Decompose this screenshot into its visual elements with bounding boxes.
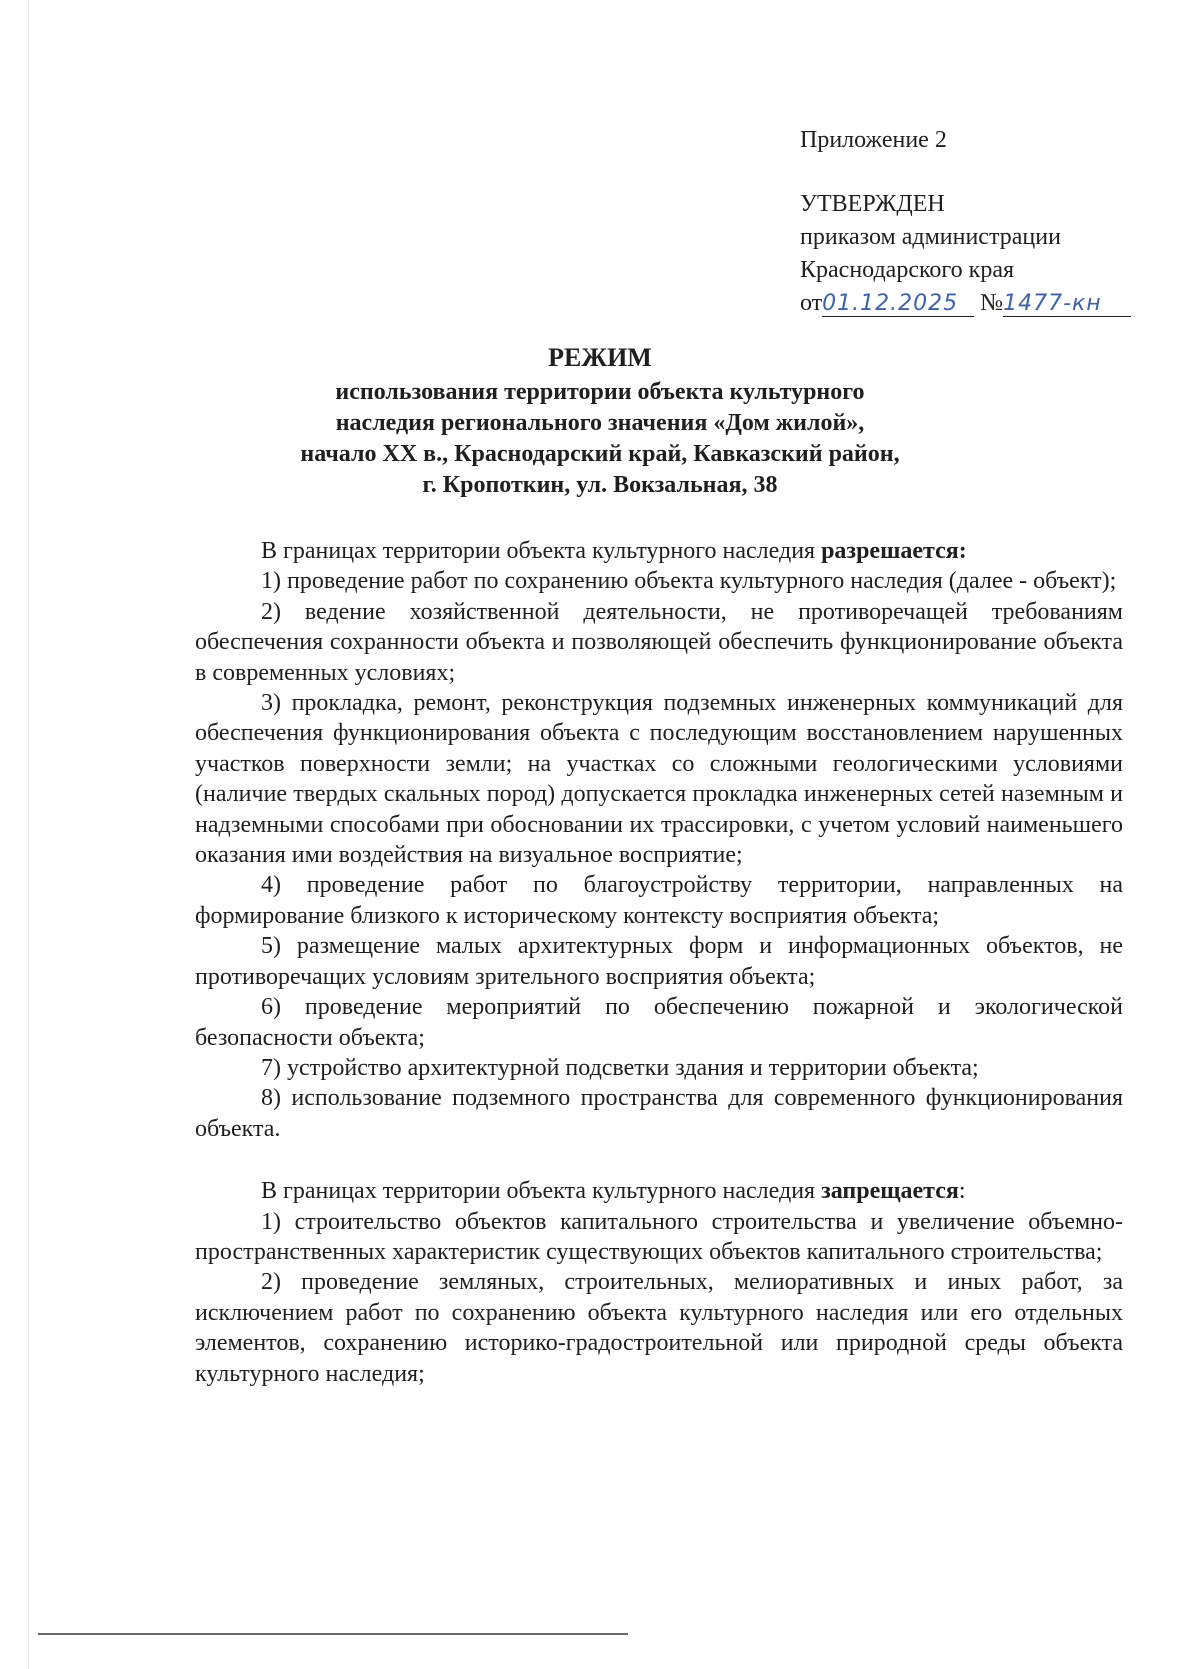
- allowed-item-2: 2) ведение хозяйственной деятельности, не противоречащей требованиям обеспечения сохранности объекта и позволяющей обеспечить функционирование объекта в современных условиях;: [195, 598, 1123, 686]
- approved-label: УТВЕРЖДЕН: [800, 191, 945, 217]
- footer-rule: [38, 1633, 628, 1635]
- region-label: Краснодарского края: [800, 257, 1015, 283]
- title-line-1: использования территории объекта культурного: [335, 379, 865, 405]
- document-title: [190, 342, 1010, 501]
- allowed-item-3: 3) прокладка, ремонт, реконструкция подземных инженерных коммуникаций для обеспечения функционирования объекта с последующим восстановлением нарушенных участков поверхности земли; на участках со сложными геологическими условиями (наличие твердых скальных пород) допускается прокладка инженерных сетей наземным и надземными способами при обосновании их трассировки, с учетом условий наименьшего оказания ими воздействия на визуальное восприятие;: [195, 690, 1123, 869]
- title-main: РЕЖИМ: [548, 343, 652, 372]
- number-prefix: №: [980, 290, 1004, 316]
- forbidden-intro: [195, 1176, 1123, 1206]
- allowed-item-8: 8) использование подземного пространства для современного функционирования объекта.: [195, 1085, 1123, 1142]
- allowed-keyword: разрешается:: [821, 538, 967, 564]
- forbidden-colon: :: [958, 1178, 966, 1205]
- allowed-item-6: 6) проведение мероприятий по обеспечению пожарной и экологической безопасности объекта;: [195, 994, 1123, 1051]
- order-date-number: [800, 287, 1160, 320]
- allowed-item-7: 7) устройство архитектурной подсветки здания и территории объекта;: [261, 1054, 979, 1081]
- forbidden-intro-text: В границах территории объекта культурного наследия: [261, 1178, 822, 1205]
- title-line-3: начало XX в., Краснодарский край, Кавказский район,: [300, 441, 900, 467]
- from-prefix: от: [800, 290, 823, 316]
- allowed-item-5: 5) размещение малых архитектурных форм и информационных объектов, не противоречащих условиям зрительного восприятия объекта;: [195, 933, 1123, 990]
- handwritten-number: 1477-кн: [1003, 292, 1131, 317]
- document-body: [195, 536, 1123, 1389]
- order-label: приказом администрации: [800, 224, 1061, 250]
- scan-edge: [28, 0, 29, 1669]
- title-line-4: г. Кропоткин, ул. Вокзальная, 38: [422, 472, 778, 498]
- handwritten-date: 01.12.2025: [822, 292, 974, 317]
- title-line-2: наследия регионального значения «Дом жилой»,: [335, 410, 865, 436]
- forbidden-item-2: 2) проведение земляных, строительных, мелиоративных и иных работ, за исключением работ по сохранению объекта культурного наследия или его отдельных элементов, сохранению историко-градостроительной или природной среды объекта культурного наследия;: [195, 1269, 1123, 1387]
- approval-block: [800, 124, 1160, 320]
- appendix-label: Приложение 2: [800, 127, 947, 153]
- forbidden-keyword: запрещается: [821, 1178, 959, 1205]
- allowed-item-1: 1) проведение работ по сохранению объекта культурного наследия (далее - объект);: [261, 568, 1117, 595]
- allowed-intro-text: В границах территории объекта культурного наследия: [261, 538, 822, 564]
- allowed-intro: [195, 536, 1123, 566]
- forbidden-item-1: 1) строительство объектов капитального строительства и увеличение объемно-пространственных характеристик существующих объектов капитального строительства;: [195, 1208, 1123, 1265]
- allowed-item-4: 4) проведение работ по благоустройству территории, направленных на формирование близкого к историческому контексту восприятия объекта;: [195, 872, 1123, 929]
